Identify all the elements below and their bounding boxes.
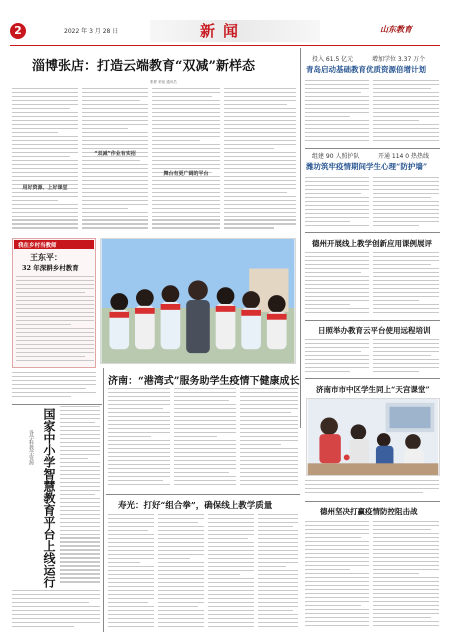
divider <box>305 148 440 149</box>
shouguang-col-3 <box>208 514 254 632</box>
weifang-col-1 <box>305 177 369 229</box>
dezhou-epidemic-col-1 <box>305 521 369 631</box>
classroom-photo <box>306 398 440 476</box>
section-title: 新闻 <box>200 22 247 40</box>
jinan-classroom-headline: 济南市市中区学生同上“天宫课堂” <box>316 385 430 394</box>
divider <box>305 320 440 321</box>
dezhou-epidemic-headline: 德州坚决打赢疫情防控阻击战 <box>320 507 418 516</box>
divider <box>305 501 440 502</box>
shouguang-col-1 <box>108 514 154 632</box>
qingdao-col-2 <box>373 80 439 146</box>
column-tag: 我在乡村当教师 <box>18 243 57 249</box>
platform-headline: 国家中小学智慧教育平台上线运行 <box>42 408 56 588</box>
dezhou-lesson-headline: 德州开展线上教学创新应用课例展评 <box>312 239 432 248</box>
divider <box>12 404 102 405</box>
dezhou-lesson-col-1 <box>305 252 369 318</box>
platform-subtitle: 各学科教学资源 <box>28 430 34 465</box>
shouguang-col-4 <box>258 514 298 632</box>
dezhou-epidemic-col-2 <box>373 521 439 631</box>
weifang-col-2 <box>373 177 439 229</box>
jinan-port-col-1 <box>108 388 170 490</box>
qingdao-col-1 <box>305 80 369 146</box>
newspaper-logo: 山东教育 <box>380 25 412 34</box>
weifang-headline: 潍坊筑牢疫情期间学生心理“防护墙” <box>306 162 428 171</box>
profile-photo-caption <box>12 372 96 402</box>
platform-col-2 <box>12 590 100 630</box>
column-divider <box>300 48 301 428</box>
students-photo <box>100 238 296 364</box>
zibo-col-4 <box>224 88 296 234</box>
weifang-stat-2: 开通 114 0 热热线 <box>378 153 429 160</box>
zibo-subhead-2: “双减”作业有实招 <box>94 151 136 157</box>
header-rule <box>10 45 440 46</box>
dezhou-lesson-col-2 <box>373 252 439 318</box>
zibo-byline: 张彬 荣延 通讯员 <box>150 80 177 84</box>
jinan-port-col-3 <box>240 388 298 490</box>
rizhao-col-2 <box>373 339 439 375</box>
rizhao-col-1 <box>305 339 369 375</box>
jinan-port-headline: 济南：“港湾式”服务助学生疫情下健康成长 <box>108 376 300 387</box>
platform-col-1 <box>60 406 100 586</box>
classroom-photo-caption <box>305 480 439 500</box>
shouguang-col-2 <box>158 514 204 632</box>
weifang-stat-1: 组建 90 人照护队 <box>312 153 360 160</box>
zibo-headline: 淄博张店：打造云端教育“双减”新样态 <box>32 59 255 74</box>
divider <box>305 378 440 379</box>
page-number-badge: 2 <box>10 23 26 39</box>
rizhao-headline: 日照举办教育云平台使用远程培训 <box>318 326 431 335</box>
divider <box>106 494 300 495</box>
zibo-subhead-3: 舞台有更广阔的平台 <box>163 171 209 177</box>
qingdao-headline: 青岛启动基础教育优质资源倍增计划 <box>306 65 426 74</box>
divider <box>305 232 440 233</box>
qingdao-stat-1: 投入 61.5 亿元 <box>312 56 354 63</box>
jinan-port-col-2 <box>174 388 236 490</box>
zibo-col-1 <box>12 88 78 234</box>
column-divider <box>103 368 104 632</box>
issue-date: 2022 年 3 月 28 日 <box>64 28 119 35</box>
zibo-col-2 <box>82 88 148 234</box>
profile-subtitle: 32 年深耕乡村教育 <box>22 264 79 272</box>
zibo-subhead-1: 用好资源、上好课堂 <box>22 185 68 191</box>
zibo-col-3 <box>152 88 220 234</box>
profile-name: 王东平： <box>30 252 62 262</box>
profile-body <box>16 276 94 366</box>
shouguang-headline: 寿光：打好“组合拳”，确保线上教学质量 <box>118 501 273 511</box>
qingdao-stat-2: 增加学位 3.37 万个 <box>372 56 426 63</box>
